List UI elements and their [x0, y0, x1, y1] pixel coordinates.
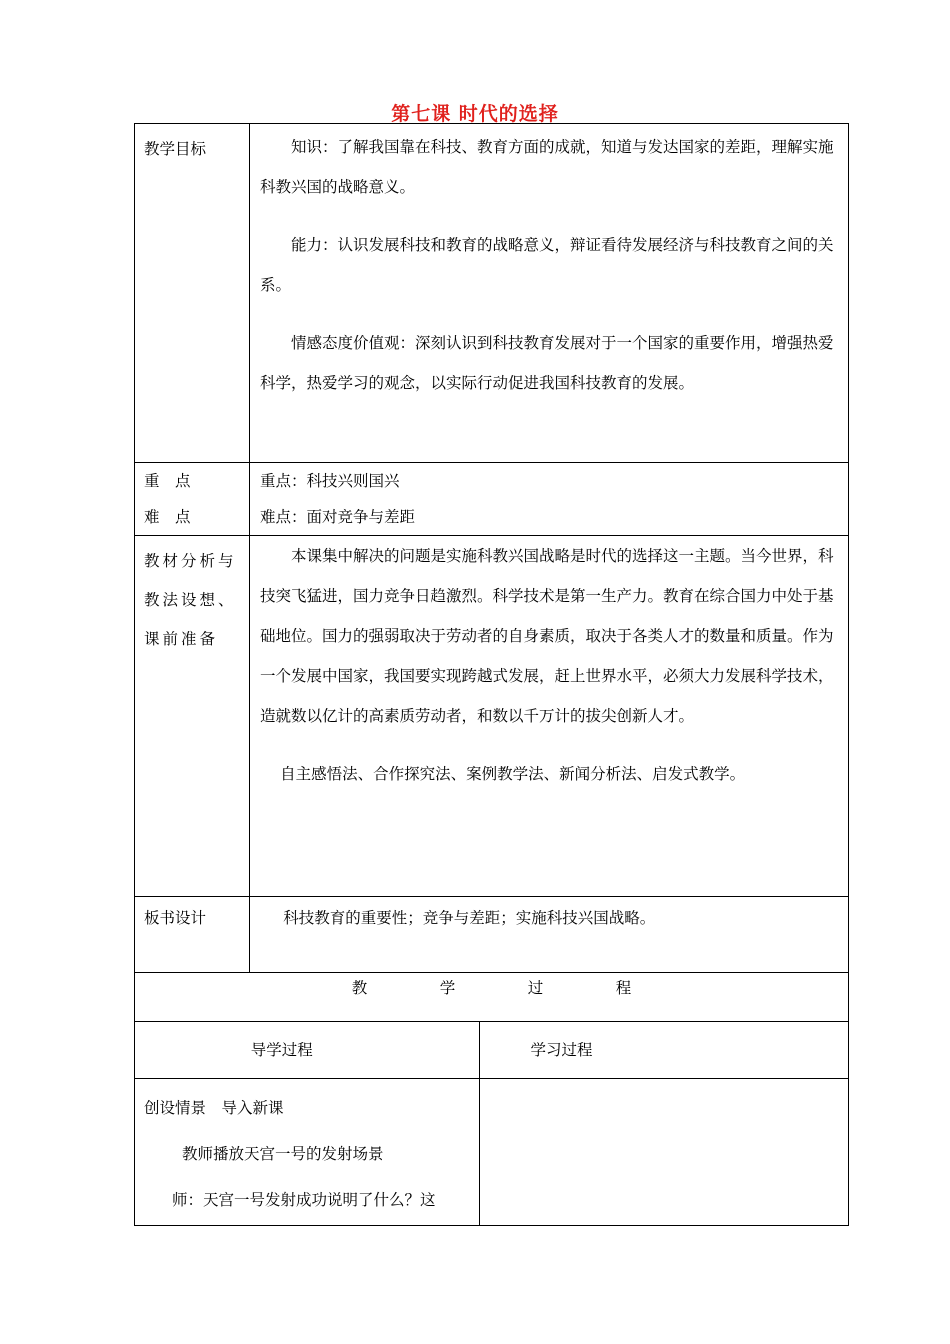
difficulty-label: 难 点: [144, 508, 191, 526]
page-title: 第七课 时代的选择: [391, 103, 559, 125]
heading-char-2: 学: [439, 979, 456, 997]
analysis-text: 本课集中解决的问题是实施科教兴国战略是时代的选择这一主题。当今世界，科技突飞猛进，国力竞争日趋激烈。科学技术是第一生产力。教育在综合国力中处于基础地位。国力的强弱取决于劳动者的自身素质，取决于各类人才的数量和质量。作为一个发展中国家，我国要实现跨越式发展，赶上世界水平，必须大力发展科学技术，造就数以亿计的高素质劳动者，和数以千万计的拔尖创新人才。: [260, 547, 834, 725]
analysis-label: 教材分析与教法设想、课前准备: [135, 536, 250, 897]
lesson-plan-table: [134, 123, 849, 1226]
process-body-row: [135, 1022, 849, 1226]
study-column-header: 学习过程: [530, 1041, 593, 1059]
guide-line-1: 创设情景 导入新课: [144, 1099, 284, 1117]
heading-char-3: 过: [527, 979, 544, 997]
emotion-objective: 情感态度价值观：深刻认识到科技教育发展对于一个国家的重要作用，增强热爱科学，热爱学习的观念，以实际行动促进我国科技教育的发展。: [260, 334, 834, 392]
knowledge-objective: 知识：了解我国靠在科技、教育方面的成就，知道与发达国家的差距，理解实施科教兴国的战略意义。: [260, 138, 834, 196]
board-content: [250, 897, 849, 973]
objectives-row: [135, 124, 849, 463]
ability-objective: 能力：认识发展科技和教育的战略意义，辩证看待发展经济与科技教育之间的关系。: [260, 236, 834, 294]
process-table: [135, 1022, 848, 1225]
guide-column-content: [135, 1079, 479, 1225]
key-points-label: [135, 463, 250, 536]
board-row: [135, 897, 849, 973]
key-points-content: [250, 463, 849, 536]
difficulty-point: 难点：面对竞争与差距: [260, 508, 416, 526]
objectives-content: [250, 124, 849, 463]
board-label: 板书设计: [135, 897, 250, 973]
process-heading-row: [135, 973, 849, 1022]
heading-char-4: 程: [615, 979, 632, 997]
key-label: 重 点: [144, 472, 191, 490]
guide-line-2: 教师播放天宫一号的发射场景: [182, 1145, 384, 1163]
guide-line-3: 师：天宫一号发射成功说明了什么？这: [172, 1191, 436, 1209]
key-points-row: [135, 463, 849, 536]
teaching-methods: 自主感悟法、合作探究法、案例教学法、新闻分析法、启发式教学。: [280, 765, 746, 783]
analysis-content: [250, 536, 849, 897]
heading-char-1: 教: [351, 979, 368, 997]
objectives-label: 教学目标: [135, 124, 250, 463]
study-column-content: [479, 1079, 848, 1225]
guide-column-header: 导学过程: [135, 1022, 479, 1079]
analysis-row: [135, 536, 849, 897]
process-body: [135, 1022, 849, 1226]
board-text: 科技教育的重要性；竞争与差距；实施科技兴国战略。: [283, 909, 656, 927]
key-point: 重点：科技兴则国兴: [260, 472, 400, 490]
process-heading: [135, 973, 849, 1022]
